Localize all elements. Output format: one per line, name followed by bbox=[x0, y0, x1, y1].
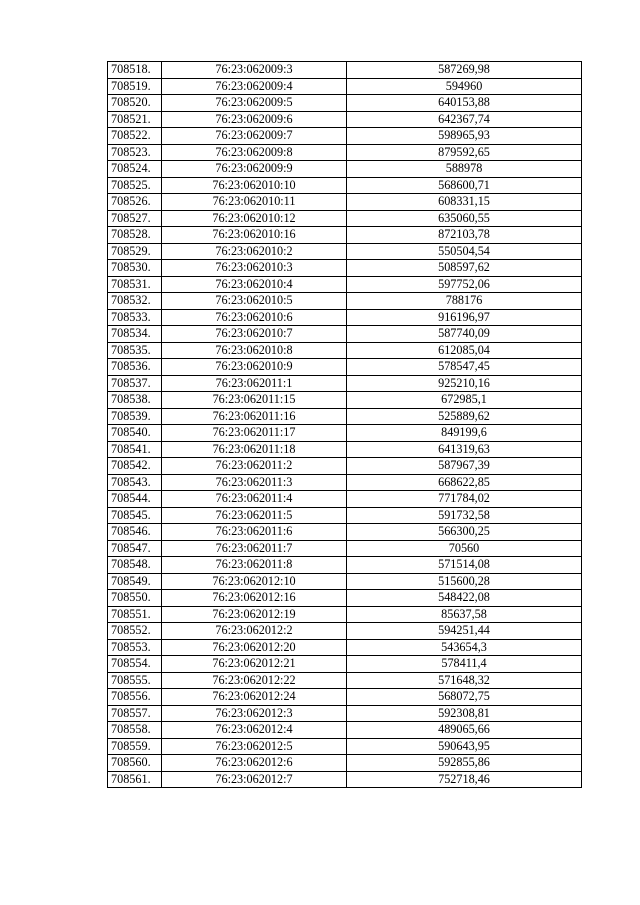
cadastral-value-cell: 668622,85 bbox=[347, 474, 582, 491]
cadastral-number-cell: 76:23:062009:6 bbox=[162, 111, 347, 128]
cadastral-number-cell: 76:23:062010:8 bbox=[162, 342, 347, 359]
row-number-cell: 708545. bbox=[108, 507, 162, 524]
row-number-cell: 708553. bbox=[108, 639, 162, 656]
cadastral-value-cell: 641319,63 bbox=[347, 441, 582, 458]
cadastral-value-cell: 872103,78 bbox=[347, 227, 582, 244]
table-row bbox=[108, 210, 582, 227]
row-number-cell: 708552. bbox=[108, 623, 162, 640]
table-row bbox=[108, 507, 582, 524]
cadastral-number-cell: 76:23:062011:4 bbox=[162, 491, 347, 508]
row-number-cell: 708540. bbox=[108, 425, 162, 442]
row-number-cell: 708519. bbox=[108, 78, 162, 95]
cadastral-value-cell: 849199,6 bbox=[347, 425, 582, 442]
row-number-cell: 708539. bbox=[108, 408, 162, 425]
row-number-cell: 708548. bbox=[108, 557, 162, 574]
cadastral-value-cell: 588978 bbox=[347, 161, 582, 178]
row-number-cell: 708522. bbox=[108, 128, 162, 145]
cadastral-number-cell: 76:23:062011:3 bbox=[162, 474, 347, 491]
row-number-cell: 708561. bbox=[108, 771, 162, 788]
table-row bbox=[108, 557, 582, 574]
cadastral-value-cell: 598965,93 bbox=[347, 128, 582, 145]
cadastral-value-cell: 594251,44 bbox=[347, 623, 582, 640]
cadastral-number-cell: 76:23:062012:19 bbox=[162, 606, 347, 623]
table-row bbox=[108, 524, 582, 541]
table-body bbox=[108, 62, 582, 788]
row-number-cell: 708524. bbox=[108, 161, 162, 178]
cadastral-value-cell: 568600,71 bbox=[347, 177, 582, 194]
row-number-cell: 708530. bbox=[108, 260, 162, 277]
table-row bbox=[108, 342, 582, 359]
cadastral-number-cell: 76:23:062011:7 bbox=[162, 540, 347, 557]
cadastral-number-cell: 76:23:062012:10 bbox=[162, 573, 347, 590]
cadastral-value-cell: 594960 bbox=[347, 78, 582, 95]
cadastral-value-cell: 571514,08 bbox=[347, 557, 582, 574]
cadastral-number-cell: 76:23:062012:2 bbox=[162, 623, 347, 640]
row-number-cell: 708529. bbox=[108, 243, 162, 260]
row-number-cell: 708541. bbox=[108, 441, 162, 458]
table-row bbox=[108, 672, 582, 689]
cadastral-value-cell: 771784,02 bbox=[347, 491, 582, 508]
table-row bbox=[108, 78, 582, 95]
row-number-cell: 708559. bbox=[108, 738, 162, 755]
table-row bbox=[108, 738, 582, 755]
row-number-cell: 708518. bbox=[108, 62, 162, 79]
row-number-cell: 708523. bbox=[108, 144, 162, 161]
cadastral-number-cell: 76:23:062010:5 bbox=[162, 293, 347, 310]
cadastral-value-cell: 587967,39 bbox=[347, 458, 582, 475]
cadastral-value-cell: 70560 bbox=[347, 540, 582, 557]
row-number-cell: 708528. bbox=[108, 227, 162, 244]
row-number-cell: 708533. bbox=[108, 309, 162, 326]
cadastral-value-cell: 85637,58 bbox=[347, 606, 582, 623]
cadastral-value-cell: 640153,88 bbox=[347, 95, 582, 112]
table-row bbox=[108, 111, 582, 128]
cadastral-value-cell: 525889,62 bbox=[347, 408, 582, 425]
cadastral-number-cell: 76:23:062010:16 bbox=[162, 227, 347, 244]
table-row bbox=[108, 573, 582, 590]
row-number-cell: 708547. bbox=[108, 540, 162, 557]
row-number-cell: 708542. bbox=[108, 458, 162, 475]
cadastral-value-cell: 489065,66 bbox=[347, 722, 582, 739]
cadastral-number-cell: 76:23:062012:3 bbox=[162, 705, 347, 722]
table-row bbox=[108, 656, 582, 673]
cadastral-number-cell: 76:23:062009:4 bbox=[162, 78, 347, 95]
row-number-cell: 708531. bbox=[108, 276, 162, 293]
table-row bbox=[108, 441, 582, 458]
cadastral-value-cell: 590643,95 bbox=[347, 738, 582, 755]
cadastral-number-cell: 76:23:062009:7 bbox=[162, 128, 347, 145]
cadastral-number-cell: 76:23:062012:4 bbox=[162, 722, 347, 739]
row-number-cell: 708557. bbox=[108, 705, 162, 722]
cadastral-value-cell: 587740,09 bbox=[347, 326, 582, 343]
cadastral-value-cell: 612085,04 bbox=[347, 342, 582, 359]
row-number-cell: 708558. bbox=[108, 722, 162, 739]
table-row bbox=[108, 705, 582, 722]
cadastral-value-cell: 788176 bbox=[347, 293, 582, 310]
cadastral-value-cell: 916196,97 bbox=[347, 309, 582, 326]
table-row bbox=[108, 375, 582, 392]
cadastral-number-cell: 76:23:062010:2 bbox=[162, 243, 347, 260]
cadastral-number-cell: 76:23:062010:9 bbox=[162, 359, 347, 376]
row-number-cell: 708535. bbox=[108, 342, 162, 359]
table-row bbox=[108, 755, 582, 772]
table-row bbox=[108, 474, 582, 491]
cadastral-value-cell: 566300,25 bbox=[347, 524, 582, 541]
cadastral-value-cell: 592308,81 bbox=[347, 705, 582, 722]
row-number-cell: 708526. bbox=[108, 194, 162, 211]
table-row bbox=[108, 540, 582, 557]
cadastral-number-cell: 76:23:062012:21 bbox=[162, 656, 347, 673]
table-row bbox=[108, 260, 582, 277]
cadastral-value-cell: 592855,86 bbox=[347, 755, 582, 772]
cadastral-value-cell: 571648,32 bbox=[347, 672, 582, 689]
cadastral-number-cell: 76:23:062012:7 bbox=[162, 771, 347, 788]
table-row bbox=[108, 309, 582, 326]
cadastral-value-cell: 752718,46 bbox=[347, 771, 582, 788]
table-row bbox=[108, 243, 582, 260]
table-row bbox=[108, 194, 582, 211]
row-number-cell: 708550. bbox=[108, 590, 162, 607]
table-row bbox=[108, 623, 582, 640]
cadastral-number-cell: 76:23:062010:10 bbox=[162, 177, 347, 194]
cadastral-value-cell: 672985,1 bbox=[347, 392, 582, 409]
cadastral-value-table bbox=[107, 61, 582, 788]
cadastral-value-cell: 550504,54 bbox=[347, 243, 582, 260]
cadastral-value-cell: 879592,65 bbox=[347, 144, 582, 161]
cadastral-number-cell: 76:23:062012:5 bbox=[162, 738, 347, 755]
table-row bbox=[108, 458, 582, 475]
cadastral-number-cell: 76:23:062011:17 bbox=[162, 425, 347, 442]
row-number-cell: 708555. bbox=[108, 672, 162, 689]
cadastral-number-cell: 76:23:062009:9 bbox=[162, 161, 347, 178]
row-number-cell: 708525. bbox=[108, 177, 162, 194]
table-row bbox=[108, 144, 582, 161]
row-number-cell: 708543. bbox=[108, 474, 162, 491]
row-number-cell: 708546. bbox=[108, 524, 162, 541]
cadastral-number-cell: 76:23:062011:5 bbox=[162, 507, 347, 524]
cadastral-number-cell: 76:23:062011:15 bbox=[162, 392, 347, 409]
cadastral-value-cell: 925210,16 bbox=[347, 375, 582, 392]
table-row bbox=[108, 639, 582, 656]
cadastral-number-cell: 76:23:062009:3 bbox=[162, 62, 347, 79]
cadastral-number-cell: 76:23:062011:16 bbox=[162, 408, 347, 425]
cadastral-number-cell: 76:23:062011:6 bbox=[162, 524, 347, 541]
cadastral-number-cell: 76:23:062011:18 bbox=[162, 441, 347, 458]
cadastral-value-cell: 635060,55 bbox=[347, 210, 582, 227]
row-number-cell: 708536. bbox=[108, 359, 162, 376]
cadastral-value-cell: 578411,4 bbox=[347, 656, 582, 673]
row-number-cell: 708556. bbox=[108, 689, 162, 706]
cadastral-number-cell: 76:23:062010:11 bbox=[162, 194, 347, 211]
cadastral-number-cell: 76:23:062010:12 bbox=[162, 210, 347, 227]
table-row bbox=[108, 276, 582, 293]
cadastral-number-cell: 76:23:062012:22 bbox=[162, 672, 347, 689]
cadastral-number-cell: 76:23:062012:6 bbox=[162, 755, 347, 772]
cadastral-number-cell: 76:23:062009:8 bbox=[162, 144, 347, 161]
table-row bbox=[108, 177, 582, 194]
cadastral-number-cell: 76:23:062012:16 bbox=[162, 590, 347, 607]
cadastral-value-cell: 578547,45 bbox=[347, 359, 582, 376]
cadastral-value-cell: 591732,58 bbox=[347, 507, 582, 524]
table-row bbox=[108, 227, 582, 244]
cadastral-number-cell: 76:23:062010:6 bbox=[162, 309, 347, 326]
table-row bbox=[108, 771, 582, 788]
row-number-cell: 708534. bbox=[108, 326, 162, 343]
cadastral-value-cell: 608331,15 bbox=[347, 194, 582, 211]
table-row bbox=[108, 293, 582, 310]
cadastral-number-cell: 76:23:062010:3 bbox=[162, 260, 347, 277]
cadastral-number-cell: 76:23:062009:5 bbox=[162, 95, 347, 112]
table-row bbox=[108, 326, 582, 343]
table-row bbox=[108, 408, 582, 425]
table-row bbox=[108, 689, 582, 706]
table-row bbox=[108, 95, 582, 112]
cadastral-number-cell: 76:23:062011:1 bbox=[162, 375, 347, 392]
table-row bbox=[108, 425, 582, 442]
cadastral-value-cell: 597752,06 bbox=[347, 276, 582, 293]
table-row bbox=[108, 62, 582, 79]
table-row bbox=[108, 359, 582, 376]
cadastral-value-cell: 543654,3 bbox=[347, 639, 582, 656]
cadastral-number-cell: 76:23:062011:2 bbox=[162, 458, 347, 475]
cadastral-number-cell: 76:23:062011:8 bbox=[162, 557, 347, 574]
row-number-cell: 708521. bbox=[108, 111, 162, 128]
cadastral-value-cell: 508597,62 bbox=[347, 260, 582, 277]
cadastral-value-cell: 548422,08 bbox=[347, 590, 582, 607]
cadastral-value-cell: 642367,74 bbox=[347, 111, 582, 128]
cadastral-number-cell: 76:23:062012:24 bbox=[162, 689, 347, 706]
table-row bbox=[108, 606, 582, 623]
row-number-cell: 708554. bbox=[108, 656, 162, 673]
row-number-cell: 708538. bbox=[108, 392, 162, 409]
cadastral-number-cell: 76:23:062012:20 bbox=[162, 639, 347, 656]
table-row bbox=[108, 491, 582, 508]
row-number-cell: 708520. bbox=[108, 95, 162, 112]
row-number-cell: 708551. bbox=[108, 606, 162, 623]
row-number-cell: 708544. bbox=[108, 491, 162, 508]
cadastral-value-cell: 587269,98 bbox=[347, 62, 582, 79]
cadastral-number-cell: 76:23:062010:7 bbox=[162, 326, 347, 343]
row-number-cell: 708560. bbox=[108, 755, 162, 772]
cadastral-number-cell: 76:23:062010:4 bbox=[162, 276, 347, 293]
table-row bbox=[108, 722, 582, 739]
cadastral-value-cell: 515600,28 bbox=[347, 573, 582, 590]
table-row bbox=[108, 128, 582, 145]
table-row bbox=[108, 392, 582, 409]
table-row bbox=[108, 161, 582, 178]
row-number-cell: 708527. bbox=[108, 210, 162, 227]
row-number-cell: 708537. bbox=[108, 375, 162, 392]
row-number-cell: 708549. bbox=[108, 573, 162, 590]
table-row bbox=[108, 590, 582, 607]
row-number-cell: 708532. bbox=[108, 293, 162, 310]
cadastral-value-cell: 568072,75 bbox=[347, 689, 582, 706]
